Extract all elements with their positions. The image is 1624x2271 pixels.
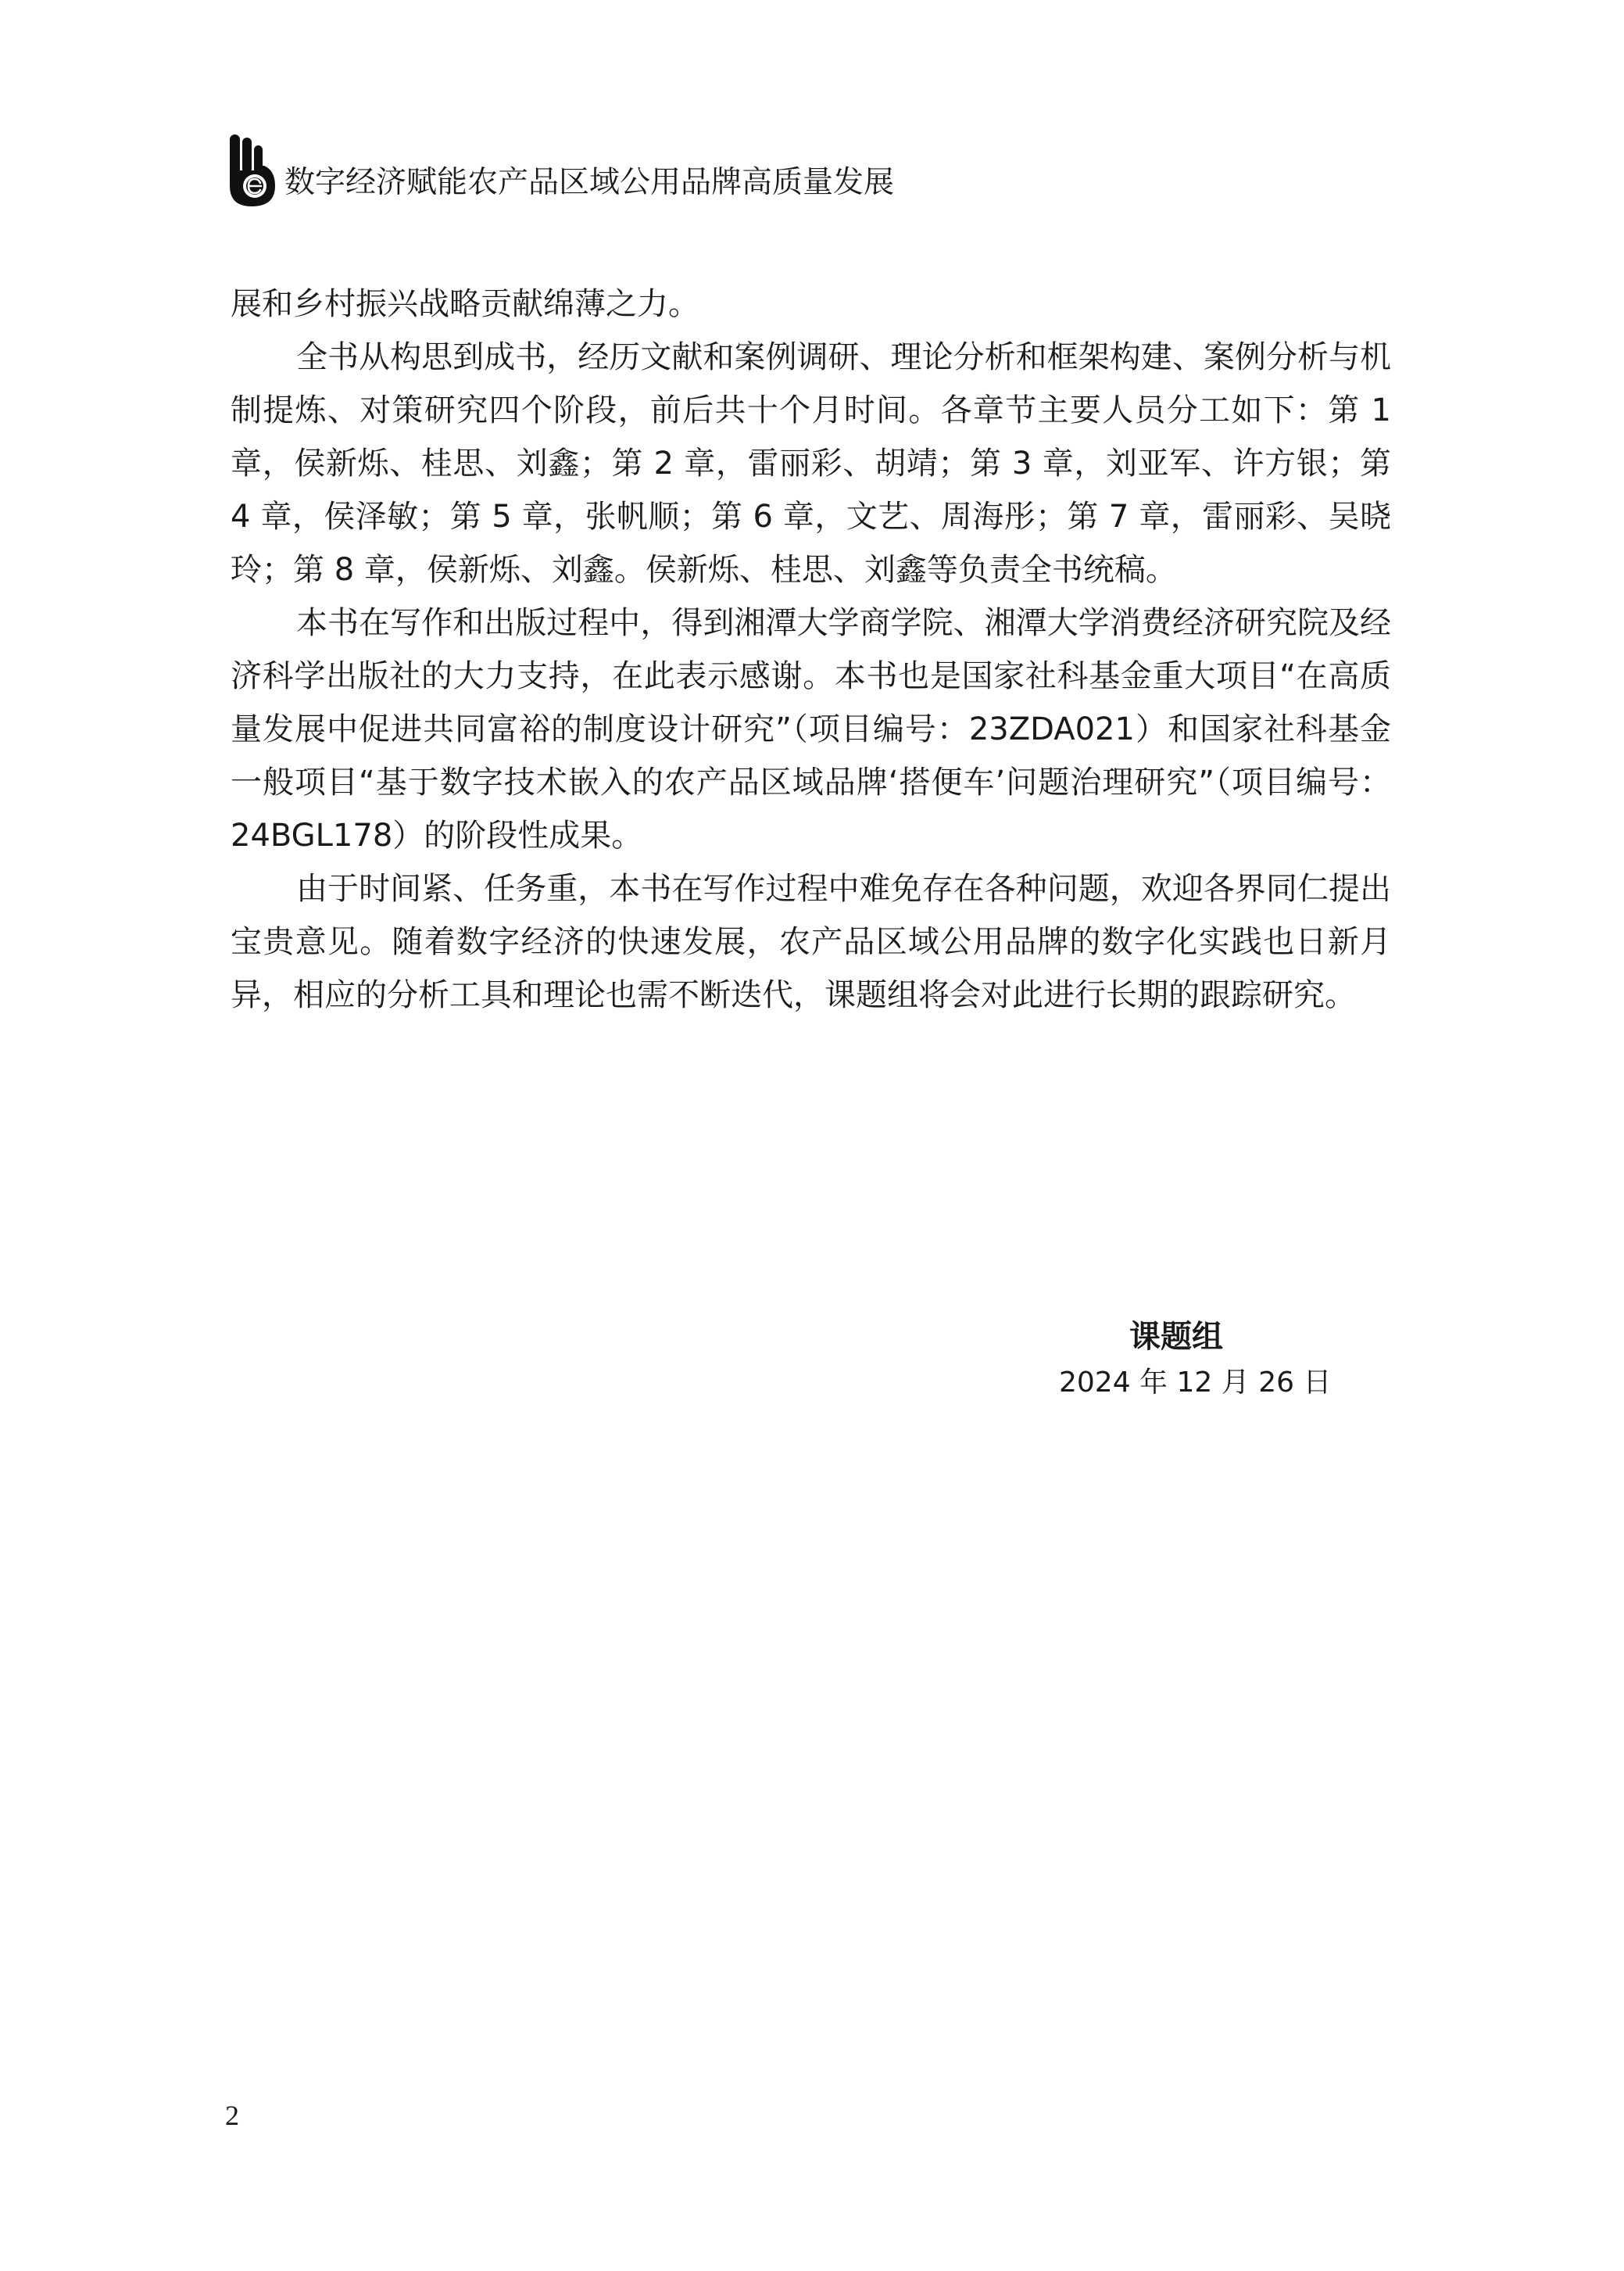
page-number: 2 <box>225 2100 239 2131</box>
signature-date: 2024 年 12 月 26 日 <box>1059 1367 1332 1399</box>
signature: 课题组 <box>1129 1319 1223 1355</box>
paragraph-continued: 展和乡村振兴战略贡献绵薄之力。 <box>231 286 699 322</box>
paragraph-authorship: 全书从构思到成书，经历文献和案例调研、理论分析和框架构建、案例分析与机制提炼、对策研究四个阶段，前后共十个月时间。各章节主要人员分工如下：第 1 章，侯新烁、桂思、刘鑫；第 2 章，雷丽彩、胡靖；第 3 章，刘亚军、许方银；第 4 章，侯泽敏；第 5 章，张帆顺；第 6 章，文艺、周海彤；第 7 章，雷丽彩、吴晓玲；第 8 章，侯新烁、刘鑫。侯新烁、桂思、刘鑫等负责全书统稿。 <box>231 339 1391 588</box>
book-title: 数字经济赋能农产品区域公用品牌高质量发展 <box>284 164 895 200</box>
running-header <box>225 131 894 210</box>
paragraph-acknowledgement: 本书在写作和出版过程中，得到湘潭大学商学院、湘潭大学消费经济研究院及经济科学出版社的大力支持，在此表示感谢。本书也是国家社科基金重大项目“在高质量发展中促进共同富裕的制度设计研究”（项目编号：23ZDA021）和国家社科基金一般项目“基于数字技术嵌入的农产品区域品牌‘搭便车’问题治理研究”（项目编号：24BGL178）的阶段性成果。 <box>231 605 1391 854</box>
hand-e-logo-icon <box>225 131 280 210</box>
body-text <box>231 278 1391 1022</box>
paragraph-closing: 由于时间紧、任务重，本书在写作过程中难免存在各种问题，欢迎各界同仁提出宝贵意见。随着数字经济的快速发展，农产品区域公用品牌的数字化实践也日新月异，相应的分析工具和理论也需不断迭代，课题组将会对此进行长期的跟踪研究。 <box>231 871 1391 1013</box>
